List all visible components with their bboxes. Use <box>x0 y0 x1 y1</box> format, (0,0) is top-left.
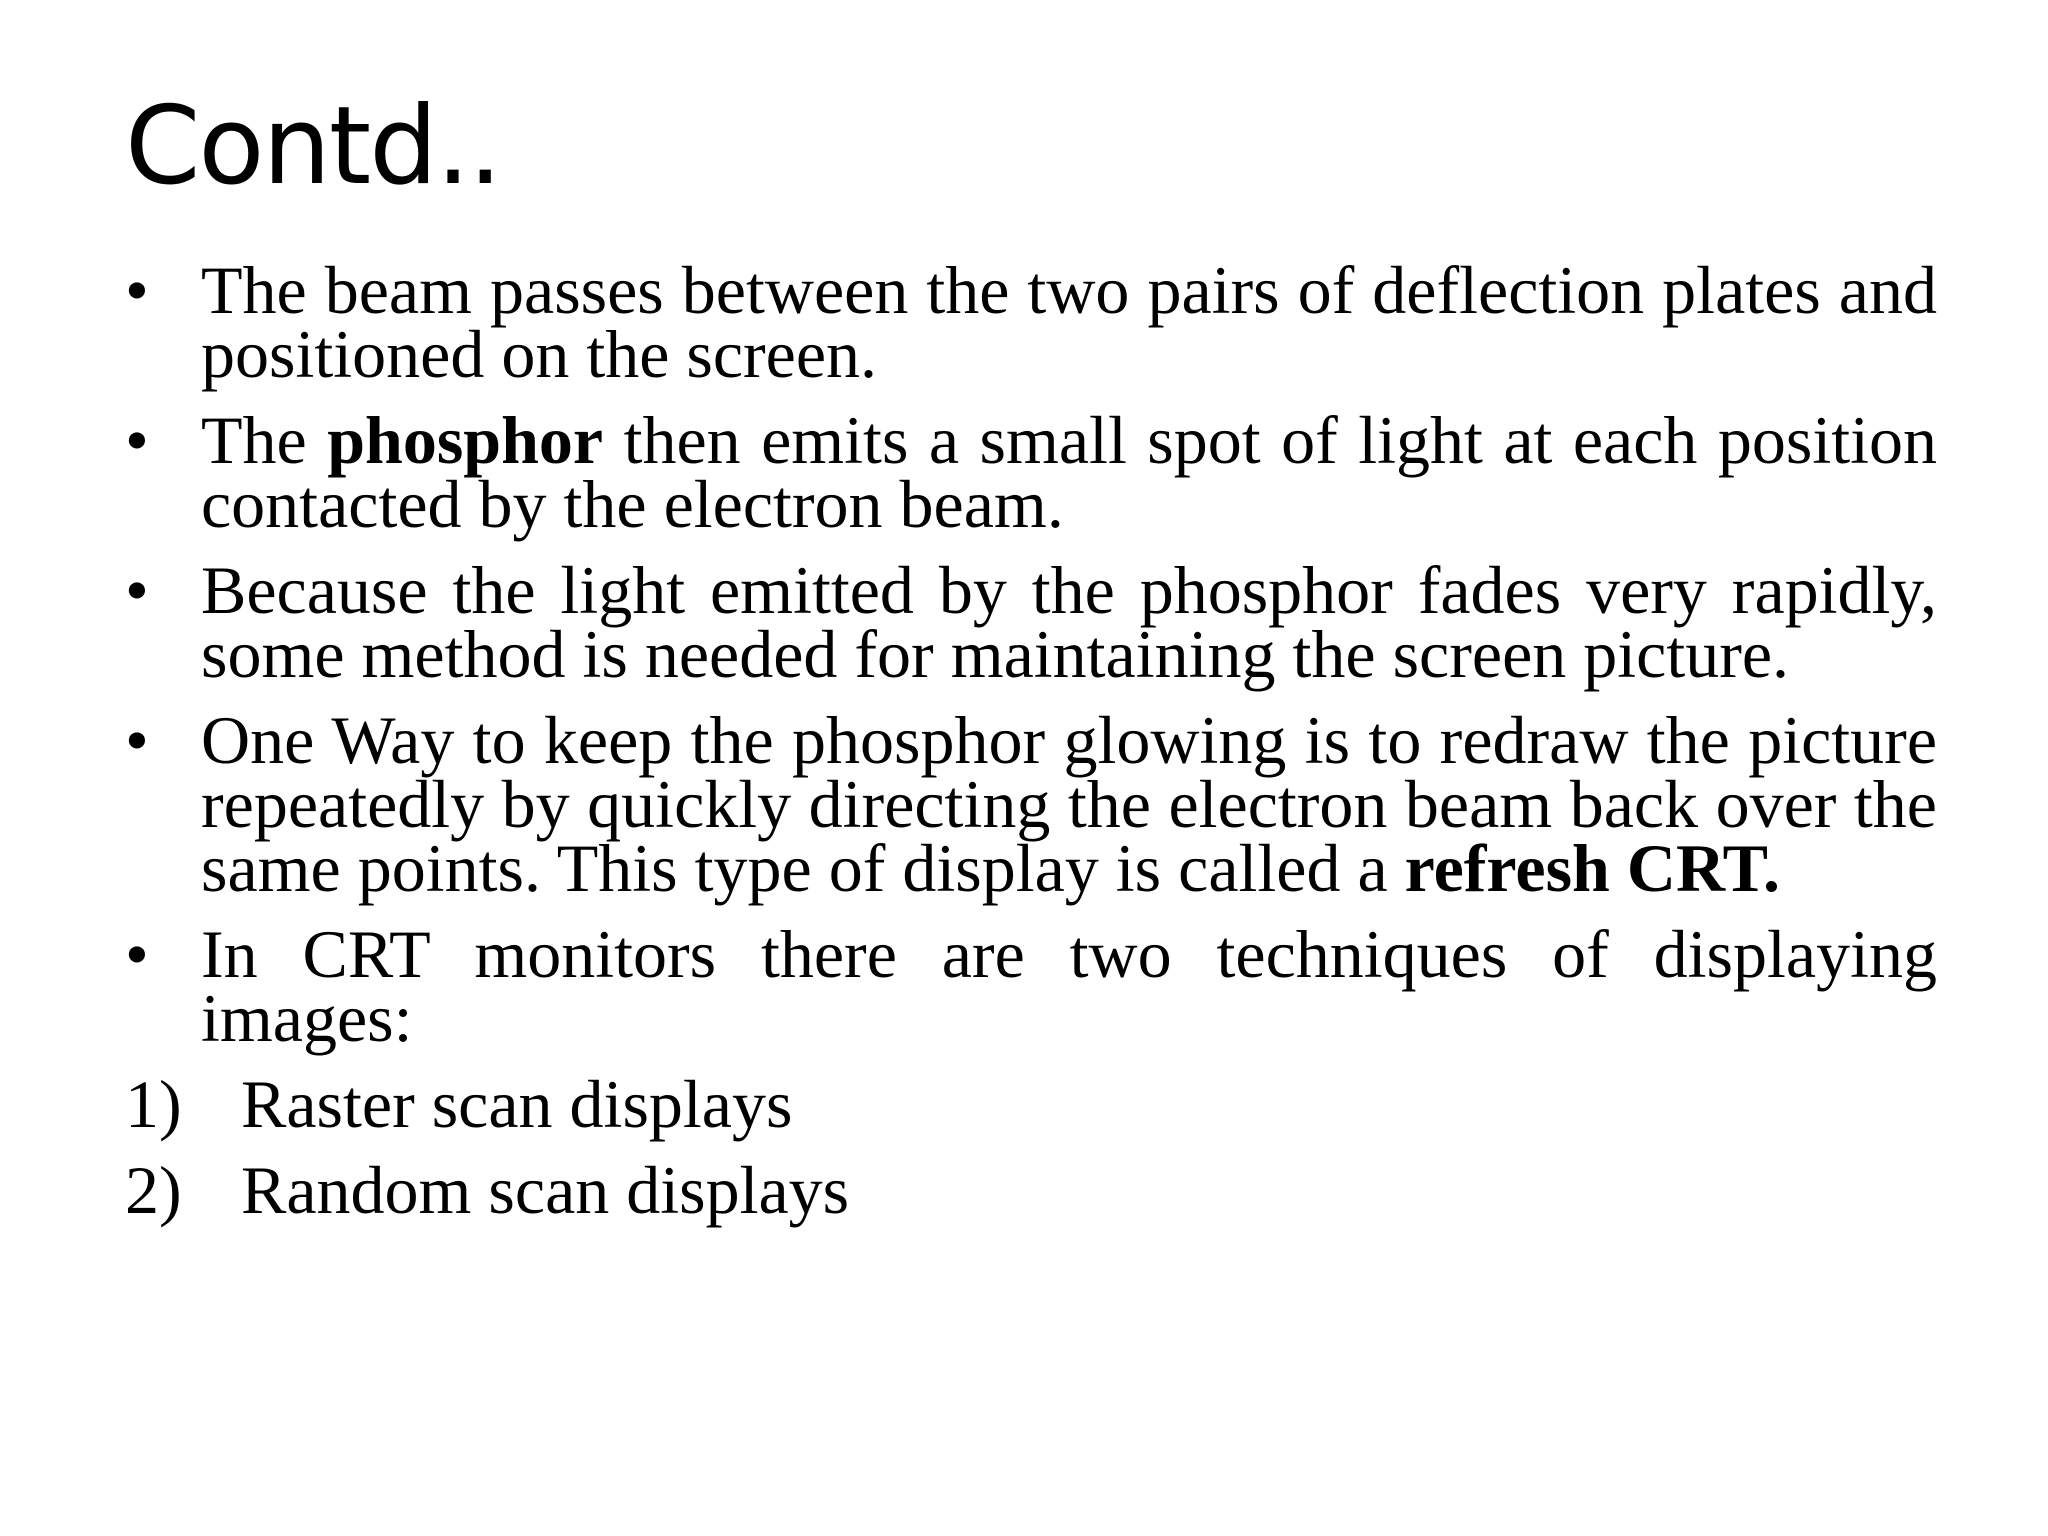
bullet-marker: • <box>125 916 149 992</box>
bullet-text-start: One Way to keep the phosphor glowing is to redraw the picture repeatedly by quickly directing the electron beam back over the same points. This type of display is called a <box>201 702 1937 906</box>
bullet-item <box>125 702 1937 906</box>
bullet-marker: • <box>125 552 149 628</box>
numbered-item <box>125 1152 1937 1228</box>
slide-title: Contd.. <box>125 84 501 209</box>
bullet-bold-term: phosphor <box>327 402 604 478</box>
slide-body <box>125 252 1938 1244</box>
bullet-bold-term: refresh CRT. <box>1404 830 1780 906</box>
bullet-text: The beam passes between the two pairs of deflection plates and positioned on the screen. <box>201 252 1937 392</box>
bullet-marker: • <box>125 702 149 778</box>
bullet-item <box>125 252 1937 392</box>
numbered-text: Raster scan displays <box>241 1066 793 1142</box>
bullet-marker: • <box>125 252 149 328</box>
bullet-text: Because the light emitted by the phosphor fades very rapidly, some method is needed for maintaining the screen picture. <box>201 552 1937 692</box>
bullet-text: In CRT monitors there are two techniques of displaying images: <box>201 916 1937 1056</box>
item-number: 2) <box>125 1152 182 1228</box>
bullet-item <box>125 916 1937 1056</box>
numbered-item <box>125 1066 1937 1142</box>
bullet-item <box>125 552 1937 692</box>
item-number: 1) <box>125 1066 182 1142</box>
bullet-text-end: then emits a small spot of light at each position contacted by the electron beam. <box>201 402 1938 542</box>
numbered-text: Random scan displays <box>241 1152 850 1228</box>
bullet-item <box>125 402 1938 542</box>
bullet-marker: • <box>125 402 149 478</box>
bullet-text-start: The <box>201 402 328 478</box>
